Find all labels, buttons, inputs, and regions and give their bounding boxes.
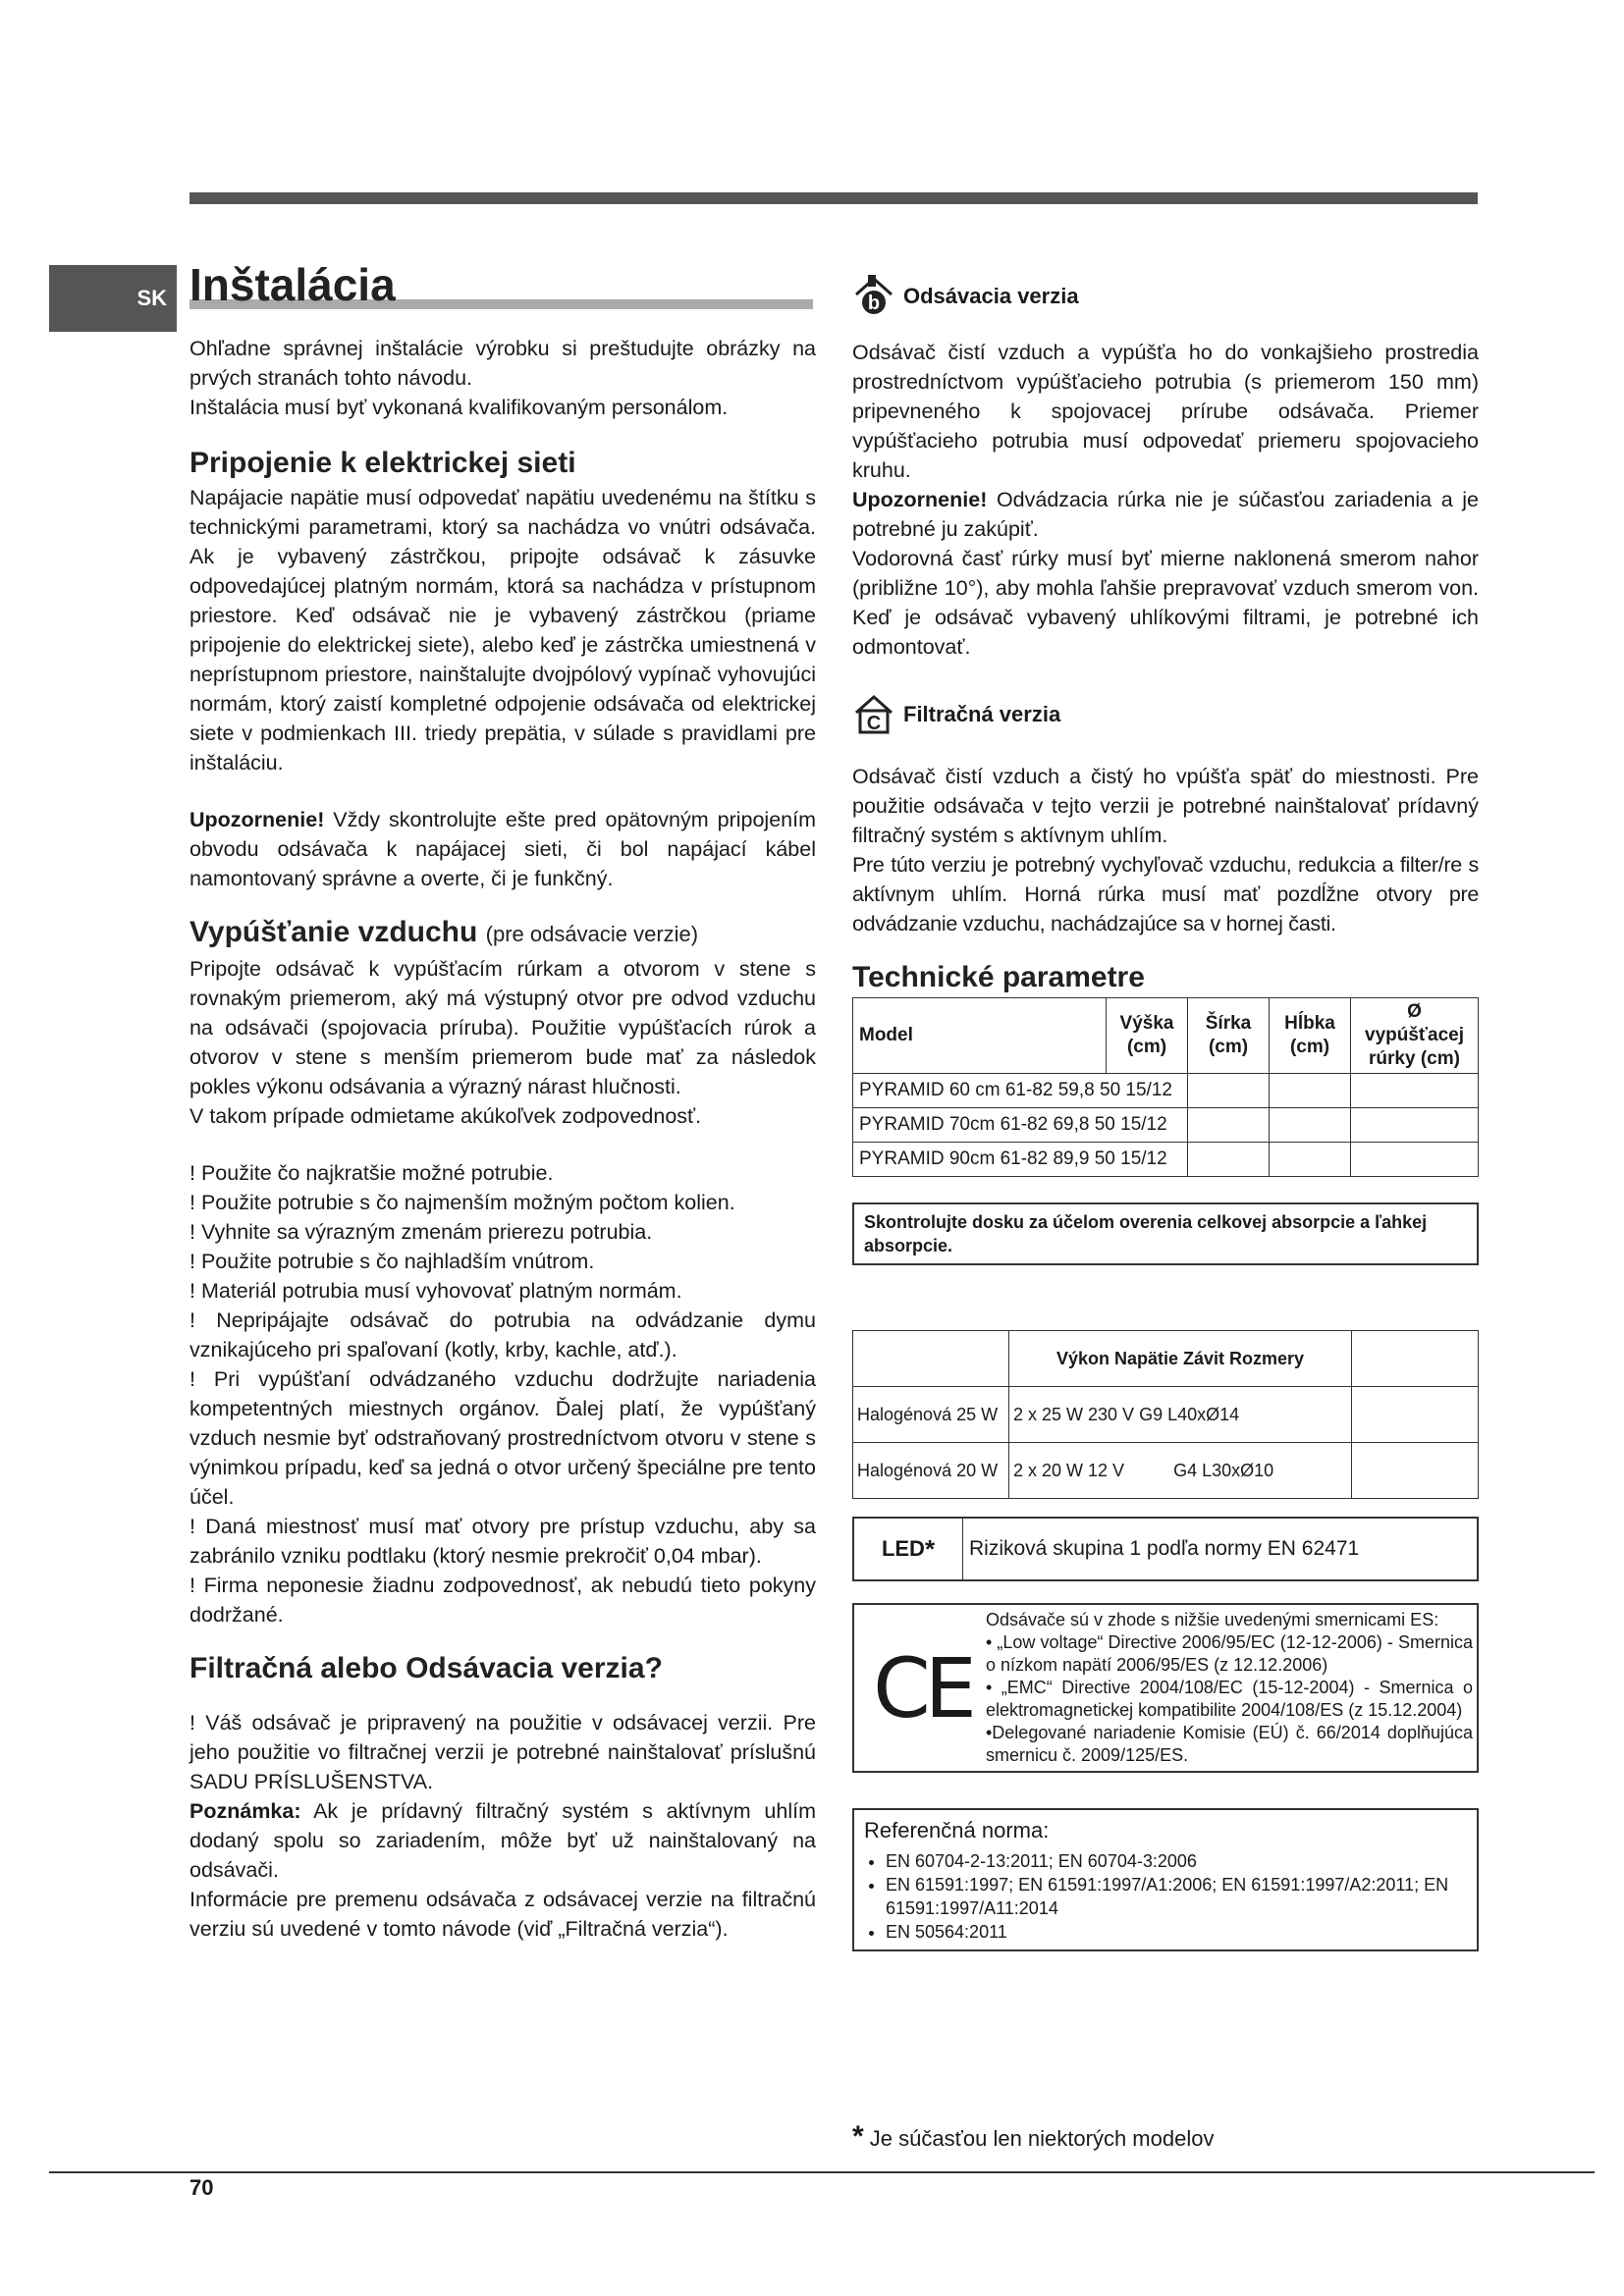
- tech-heading: Technické parametre: [852, 961, 1145, 993]
- bottom-rule: [49, 2171, 1595, 2173]
- version-text-1: ! Váš odsávač je pripravený na použitie v odsávacej verzii. Pre jeho použitie vo filtračnej verzii je potrebné nainštalovať príslušnú SADU PRÍSLUŠENSTVA.: [189, 1711, 816, 1793]
- version-heading: Filtračná alebo Odsávacia verzia?: [189, 1652, 663, 1684]
- table-cell: [1351, 1074, 1479, 1108]
- warning-label: Upozornenie!: [189, 808, 325, 831]
- list-item: • EN 60704-2-13:2011; EN 60704-3:2006: [886, 1849, 1467, 1873]
- exhaust-warning-label: Upozornenie!: [852, 488, 988, 511]
- note-label: Poznámka:: [189, 1799, 301, 1823]
- filter-text-2: Pre túto verziu je potrebný vychyľovač vzduchu, redukcia a filter/re s aktívnym uhlím. Horná rúrka musí mať pozdĺžne otvory pre odvádzanie vzduchu, nachádzajúce sa v hornej časti.: [852, 853, 1479, 935]
- footnote-asterisk: *: [852, 2120, 864, 2153]
- ce-box: [852, 1603, 1479, 1773]
- filter-version-icon: [852, 693, 895, 736]
- tech-header: Hĺbka (cm): [1270, 998, 1351, 1074]
- tech-header: Model: [853, 998, 1107, 1074]
- ce-line: •Delegované nariadenie Komisie (EÚ) č. 66/2014 doplňujúca smernicu č. 2009/125/ES.: [986, 1723, 1473, 1765]
- ce-line: • „Low voltage“ Directive 2006/95/EC (12-12-2006) - Smernica o nízkom napätí 2006/95/ES (z 12.12.2006): [986, 1632, 1473, 1675]
- lamp-spec: 2 x 25 W 230 V G9 L40xØ14: [1009, 1387, 1352, 1443]
- exhaust-text: Odsávač čistí vzduch a vypúšťa ho do vonkajšieho prostredia prostredníctvom vypúšťacieho potrubia (s priemerom 150 mm) pripevneného k spojovacej prírube odsávača. Priemer vypúšťacieho potrubia musí odpovedať priemeru spojovacieho kruhu.: [852, 341, 1479, 482]
- footnote-text: Je súčasťou len niektorých modelov: [863, 2126, 1215, 2151]
- led-text: Riziková skupina 1 podľa normy EN 62471: [969, 1537, 1360, 1560]
- table-row: [853, 1108, 1479, 1143]
- version-text-2: Informácie pre premenu odsávača z odsávacej verzie na filtračnú verziu sú uvedené v tomto návode (viď „Filtračná verzia“).: [189, 1888, 816, 1941]
- intro-2: Inštalácia musí byť vykonaná kvalifikovaným personálom.: [189, 396, 729, 419]
- list-item: ! Materiál potrubia musí vyhovovať platným normám.: [189, 1279, 682, 1303]
- lamp-type: Halogénová 25 W: [853, 1387, 1009, 1443]
- ce-line: • „EMC“ Directive 2004/108/EC (15-12-2004) - Smernica o elektromagnetickej kompatibilite 2004/108/ES (z 15.12.2004): [986, 1678, 1473, 1720]
- table-row: [853, 1143, 1479, 1177]
- table-cell: [1188, 1074, 1270, 1108]
- led-label: LED: [881, 1536, 925, 1561]
- led-asterisk: *: [924, 1534, 936, 1564]
- table-cell: PYRAMID 60 cm 61-82 59,8 50 15/12: [853, 1074, 1188, 1108]
- table-cell: [1188, 1108, 1270, 1143]
- list-item: ! Daná miestnosť musí mať otvory pre prístup vzduchu, aby sa zabránilo vzniku podtlaku (ktorý nesmie prekročiť 0,04 mbar).: [189, 1515, 816, 1568]
- table-cell: [1270, 1074, 1351, 1108]
- lamp-spec: 2 x 20 W 12 V G4 L30xØ10: [1009, 1443, 1352, 1499]
- list-item: ! Použite čo najkratšie možné potrubie.: [189, 1161, 554, 1185]
- air-text: Pripojte odsávač k vypúšťacím rúrkam a otvorom v stene s rovnakým priemerom, aký má výstupný otvor pre odvod vzduchu na odsávači (spojovacia príruba). Použitie vypúšťacích rúrok a otvorov v stene s menším priemerom bude mať za následok pokles výkonu odsávania a výrazný nárast hlučnosti.: [189, 957, 816, 1098]
- list-item: ! Použite potrubie s čo najmenším možným počtom kolien.: [189, 1191, 735, 1214]
- tech-table: [852, 997, 1479, 1177]
- language-tab: SK: [49, 265, 177, 332]
- led-box: [852, 1517, 1479, 1581]
- svg-text:C: C: [866, 713, 882, 734]
- list-item: • EN 61591:1997; EN 61591:1997/A1:2006; EN 61591:1997/A2:2011; EN 61591:1997/A11:2014: [886, 1873, 1467, 1920]
- exhaust-heading: Odsávacia verzia: [903, 284, 1079, 308]
- warning-text: Vždy skontrolujte ešte pred opätovným pripojením obvodu odsávača k napájacej sieti, či bol napájací kábel namontovaný správne a overte, či je funkčný.: [189, 808, 816, 890]
- top-bar: [189, 192, 1478, 204]
- list-item: ! Použite potrubie s čo najhladším vnútrom.: [189, 1250, 595, 1273]
- air-text-2: V takom prípade odmietame akúkoľvek zodpovednosť.: [189, 1104, 702, 1128]
- table-row: [853, 1443, 1479, 1499]
- lamp-type: Halogénová 20 W: [853, 1443, 1009, 1499]
- page-title: Inštalácia: [189, 259, 396, 310]
- page-number: 70: [189, 2175, 214, 2200]
- table-cell: [1351, 1108, 1479, 1143]
- list-item: ! Nepripájajte odsávač do potrubia na odvádzanie dymu vznikajúceho pri spaľovaní (kotly, krby, kachle, atď.).: [189, 1308, 816, 1362]
- svg-text:b: b: [867, 293, 881, 314]
- ce-line: Odsávače sú v zhode s nižšie uvedenými smernicami ES:: [986, 1610, 1439, 1629]
- reference-box: [852, 1808, 1479, 1951]
- table-row: [853, 1387, 1479, 1443]
- list-item: ! Firma neponesie žiadnu zodpovednosť, ak nebudú tieto pokyny dodržané.: [189, 1574, 816, 1627]
- list-item: ! Vyhnite sa výrazným zmenám prierezu potrubia.: [189, 1220, 653, 1244]
- bullet-list: [189, 1158, 816, 1629]
- exhaust-version-icon: [852, 275, 895, 318]
- tech-header-row: [853, 998, 1479, 1074]
- reference-heading: Referenčná norma:: [864, 1818, 1050, 1842]
- tech-header: Ø vypúšťacej rúrky (cm): [1351, 998, 1479, 1074]
- right-column: [852, 275, 1479, 1951]
- left-column: [189, 334, 816, 1944]
- table-cell: PYRAMID 90cm 61-82 89,9 50 15/12: [853, 1143, 1188, 1177]
- exhaust-text-2: Vodorovná časť rúrky musí byť mierne naklonená smerom nahor (približne 10°), aby mohla ľahšie prepravovať vzduch smerom von. Keď je odsávač vybavený uhlíkovými filtrami, je potrebné ich odmontovať.: [852, 547, 1479, 659]
- table-cell: [1270, 1143, 1351, 1177]
- table-cell: [1188, 1143, 1270, 1177]
- air-heading: Vypúšťanie vzduchu: [189, 916, 478, 948]
- lamp-table: [852, 1330, 1479, 1499]
- absorption-note: Skontrolujte dosku za účelom overenia celkovej absorpcie a ľahkej absorpcie.: [852, 1202, 1479, 1265]
- ce-mark: CE: [873, 1639, 971, 1736]
- footnote: [852, 2120, 1214, 2154]
- lamp-header-row: [853, 1331, 1479, 1387]
- exhaust-warning-text: Odvádzacia rúrka nie je súčasťou zariadenia a je potrebné ju zakúpiť.: [852, 488, 1479, 541]
- list-item: • EN 50564:2011: [886, 1920, 1467, 1944]
- air-subheading: (pre odsávacie verzie): [485, 922, 699, 946]
- electric-heading: Pripojenie k elektrickej sieti: [189, 447, 576, 479]
- list-item: ! Pri vypúšťaní odvádzaného vzduchu dodržujte nariadenia kompetentných miestnych orgánov. Ďalej platí, že vypúšťaný vzduch nesmie byť odstraňovaný prostredníctvom otvoru v stene s výnimkou prípadu, keď sa jedná o otvor určený špeciálne pre tento účel.: [189, 1367, 816, 1509]
- tech-header: Výška (cm): [1107, 998, 1188, 1074]
- lamp-header: Výkon Napätie Závit Rozmery: [1009, 1331, 1352, 1387]
- filter-text: Odsávač čistí vzduch a čistý ho vpúšťa späť do miestnosti. Pre použitie odsávača v tejto verzii je potrebné nainštalovať prídavný filtračný systém s aktívnym uhlím.: [852, 765, 1479, 847]
- filter-heading: Filtračná verzia: [903, 702, 1061, 726]
- table-cell: [1270, 1108, 1351, 1143]
- table-row: [853, 1074, 1479, 1108]
- intro-1: Ohľadne správnej inštalácie výrobku si preštudujte obrázky na prvých stranách tohto návodu.: [189, 337, 816, 390]
- table-cell: [1351, 1143, 1479, 1177]
- electric-text: Napájacie napätie musí odpovedať napätiu uvedenému na štítku s technickými parametrami, ktorý sa nachádza vo vnútri odsávača. Ak je vybavený zástrčkou, pripojte odsávač k zásuvke odpovedajúcej platným normám, ktorá sa nachádza v prístupnom priestore. Keď odsávač nie je vybavený zástrčkou (priame pripojenie do elektrickej siete), alebo keď je zástrčka umiestnená v neprístupnom priestore, nainštalujte dvojpólový vypínač vyhovujúci normám, ktorý zaistí kompletné odpojenie odsávača od elektrickej siete v podmienkach III. triedy prepätia, v súlade s pravidlami pre inštaláciu.: [189, 486, 816, 774]
- note-text: Ak je prídavný filtračný systém s aktívnym uhlím dodaný spolu so zariadením, môže byť už nainštalovaný na odsávači.: [189, 1799, 816, 1882]
- tech-header: Šírka (cm): [1188, 998, 1270, 1074]
- table-cell: PYRAMID 70cm 61-82 69,8 50 15/12: [853, 1108, 1188, 1143]
